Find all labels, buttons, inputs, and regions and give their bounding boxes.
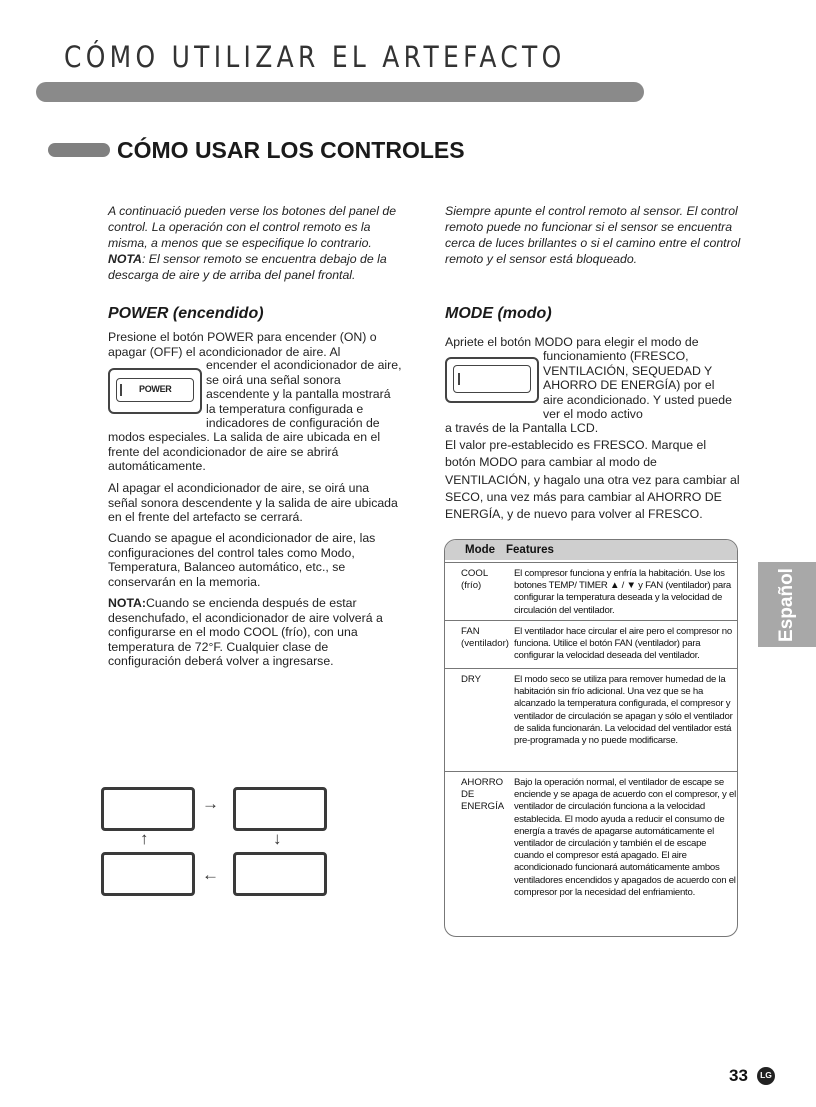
lg-logo-text: LG <box>760 1070 772 1080</box>
row-mode: DRY <box>461 674 482 685</box>
flow-arrow-right: → <box>202 794 219 813</box>
row-mode: AHORRO DE ENERGÍA <box>461 777 505 813</box>
mode-features-table <box>444 539 738 937</box>
flow-arrow-down: ↓ <box>273 829 282 848</box>
mode-p1-top: Apriete el botón MODO para elegir el modo de <box>445 335 699 349</box>
language-tab-label: Español <box>776 567 797 642</box>
right-intro: Siempre apunte el control remoto al sensor. El control remoto puede no funcionar si el sensor se encuentra cerca de luces brillantes o si el camino entre el control remoto y el sensor está bloqueado. <box>445 204 741 266</box>
mode-p2: El valor pre-establecido es FRESCO. Marque el botón MODO para cambiar al modo de VENTILACIÓN, y hagalo una otra vez para cambiar al SECO, una vez más para cambiar al AHORRO DE ENERGÍA, y de nuevo para volver al FRESCO. <box>445 438 740 522</box>
power-p1-top: Presione el botón POWER para encender (ON) o apagar (OFF) el acondicionador de aire. Al <box>108 330 377 359</box>
flow-arrow-up: ↑ <box>140 829 149 848</box>
left-intro-note-label: NOTA <box>108 252 142 266</box>
table-row <box>445 620 737 669</box>
row-features: Bajo la operación normal, el ventilador de escape se enciende y se apaga de acuerdo con el compresor, y el ventilador de circulación funciona a la velocidad establecida. El modo ayuda a reducir el consumo de energía a través de apagarse automáticamente el ventilador de circulación y también el de escape cuando el compresor está apagado. El aire acondicionado funcionará automáticamente ambos ventiladores encendidos y apagados de acuerdo con el compresor por la necesidad del enfriamiento. <box>514 777 736 898</box>
power-button-illustration <box>108 368 202 414</box>
flow-box-4 <box>101 852 195 896</box>
row-features: El modo seco se utiliza para remover humedad de la habitación sin frío adicional. Una vez que se ha alcanzado la temperatura configurada, el compresor y ventilador de circulación se apagan y sólo el ventilador de salida funcionarán. La velocidad del ventilador está pre-programada y no puede modificarse. <box>514 674 733 747</box>
row-mode: FAN (ventilador) <box>461 626 509 650</box>
left-intro-note: : El sensor remoto se encuentra debajo de la descarga de aire y de arriba del panel frontal. <box>108 252 387 282</box>
mode-button-face <box>453 365 531 393</box>
left-intro-text: A continuació pueden verse los botones del panel de control. La operación con el control remoto es la misma, a menos que se especifique lo contrario. <box>108 204 397 250</box>
table-header-features: Features <box>506 544 554 556</box>
power-note-text: Cuando se encienda después de estar desenchufado, el acondicionador de aire volverá a configurarse en el modo COOL (frío), con una temperatura de 72°F. Cualquier clase de configuración deberá volver a ingresarse. <box>108 596 383 669</box>
power-p1-bottom: modos especiales. La salida de aire ubicada en el frente del acondicionador de aire se abrirá automáticamente. <box>108 430 381 474</box>
flow-box-3 <box>233 852 327 896</box>
power-button-label: POWER <box>139 384 172 394</box>
power-p1-side: encender el acondicionador de aire, se oirá una señal sonora ascendente y la pantalla mostrará la temperatura configurada e indicadores de configuración de <box>206 358 402 431</box>
mode-p1-bottom: a través de la Pantalla LCD. <box>445 421 599 435</box>
row-features: El compresor funciona y enfría la habitación. Use los botones TEMP/ TIMER ▲ / ▼ y FAN (ventilador) para configurar la temperatura deseada y la velocidad de circulación del ventilador. <box>514 568 731 616</box>
section-pill-decoration <box>48 143 110 157</box>
mode-button-indicator <box>458 373 460 385</box>
chapter-bar <box>36 82 644 102</box>
left-intro <box>108 203 404 283</box>
power-note-label: NOTA: <box>108 596 147 610</box>
power-heading: POWER (encendido) <box>108 305 264 322</box>
mode-heading: MODE (modo) <box>445 305 552 322</box>
row-features: El ventilador hace circular el aire pero el compresor no funciona. Utilice el botón FAN (ventilador) para configurar la velocidad deseada del ventilador. <box>514 626 732 662</box>
table-header <box>445 540 737 560</box>
mode-button-illustration <box>445 357 539 403</box>
power-p3: Cuando se apague el acondicionador de aire, las configuraciones del control tales como Modo, Temperatura, Balanceo automático, etc., se conservarán en la memoria. <box>108 531 376 589</box>
flow-box-1 <box>101 787 195 831</box>
chapter-title: CÓMO UTILIZAR EL ARTEFACTO <box>64 40 566 74</box>
power-button-face <box>116 378 194 402</box>
page-number: 33 <box>729 1066 748 1085</box>
table-row <box>445 562 737 620</box>
flow-box-2 <box>233 787 327 831</box>
table-header-mode: Mode <box>465 544 496 556</box>
flow-arrow-left: ← <box>202 865 219 884</box>
power-p2: Al apagar el acondicionador de aire, se oirá una señal sonora descendente y la salida de aire ubicada en el frente del artefacto se cerrará. <box>108 481 398 525</box>
row-mode: COOL (frío) <box>461 568 489 592</box>
language-side-tab <box>758 562 816 647</box>
table-row <box>445 668 737 772</box>
table-row <box>445 771 737 937</box>
lg-logo-icon <box>757 1067 775 1085</box>
mode-p1-side: funcionamiento (FRESCO, VENTILACIÓN, SEQUEDAD Y AHORRO DE ENERGÍA) por el aire acondicionado. Y usted puede ver el modo activo <box>543 349 732 422</box>
section-title: CÓMO USAR LOS CONTROLES <box>117 137 465 163</box>
power-button-indicator <box>120 384 122 396</box>
power-note <box>108 596 398 669</box>
